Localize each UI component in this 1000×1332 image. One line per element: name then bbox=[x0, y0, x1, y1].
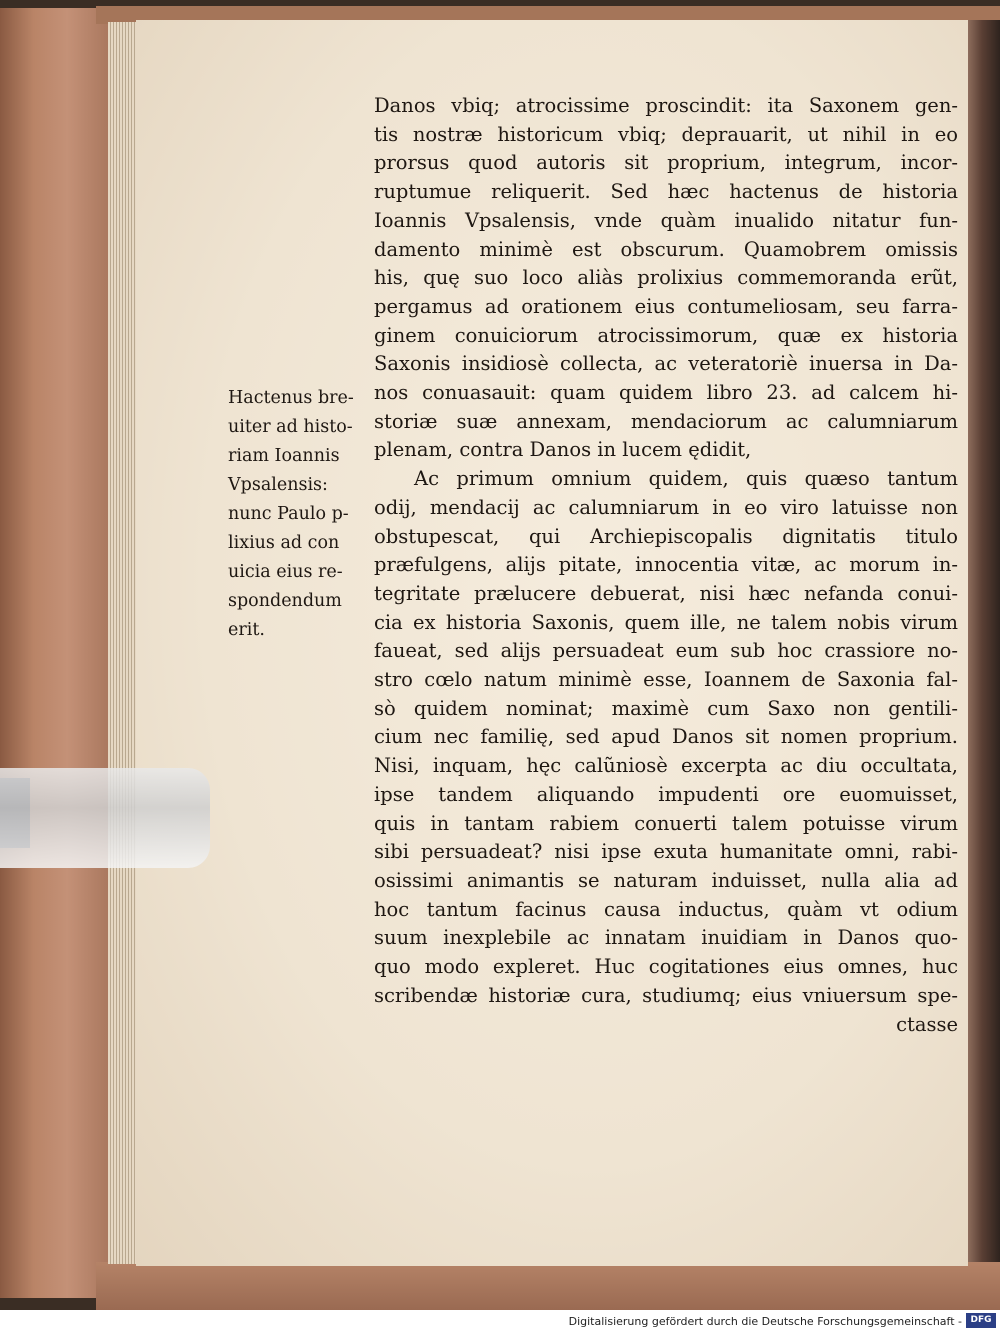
text-line: stro cœlo natum minimè esse, Ioannem de Saxonia fal- bbox=[374, 668, 958, 692]
text-line: storiæ suæ annexam, mendaciorum ac calumniarum bbox=[374, 409, 958, 433]
book-cover-left bbox=[0, 8, 112, 1298]
page-clip bbox=[0, 768, 210, 868]
text-line: odij, mendacij ac calumniarum in eo viro latuisse non bbox=[374, 495, 958, 519]
text-line: quo modo expleret. Huc cogitationes eius omnes, huc bbox=[374, 955, 958, 979]
margin-note-line: riam Ioannis bbox=[228, 446, 340, 466]
margin-note-line: Hactenus bre- bbox=[228, 388, 354, 408]
margin-note-line: spondendum bbox=[228, 591, 342, 611]
text-line: obstupescat, qui Archiepiscopalis dignitatis titulo bbox=[374, 524, 958, 548]
text-line: damento minimè est obscurum. Quamobrem omissis bbox=[374, 237, 958, 261]
main-text-block bbox=[374, 92, 958, 1039]
funding-note: Digitalisierung gefördert durch die Deutsche Forschungsgemeinschaft - bbox=[568, 1315, 962, 1328]
margin-note-line: Vpsalensis: bbox=[228, 475, 328, 495]
text-line: nos conuasauit: quam quidem libro 23. ad calcem hi- bbox=[374, 381, 958, 405]
book-cover-bottom bbox=[96, 1262, 1000, 1310]
text-line: cium nec familię, sed apud Danos sit nomen proprium. bbox=[374, 725, 958, 749]
text-line: scribendæ historiæ cura, studiumq; eius vniuersum spe- bbox=[374, 983, 958, 1007]
margin-note-line: nunc Paulo p- bbox=[228, 504, 349, 524]
text-line: ipse tandem aliquando impudenti ore euomuisset, bbox=[374, 782, 958, 806]
page-edges bbox=[108, 22, 138, 1264]
text-line: tis nostræ historicum vbiq; deprauarit, ut nihil in eo bbox=[374, 122, 958, 146]
catchword: ctasse bbox=[896, 1012, 958, 1036]
text-line: Ac primum omnium quidem, quis quæso tantum bbox=[414, 467, 958, 491]
text-line: faueat, sed alijs persuadeat eum sub hoc crassiore no- bbox=[374, 639, 958, 663]
text-line: Danos vbiq; atrocissime proscindit: ita Saxonem gen- bbox=[374, 94, 958, 117]
dfg-logo: DFG bbox=[966, 1313, 996, 1328]
book-cover-right bbox=[964, 20, 1000, 1270]
text-line: Saxonis insidiosè collecta, ac veteratoriè inuersa in Da- bbox=[374, 352, 958, 376]
footer-bar bbox=[0, 1310, 1000, 1332]
text-line: ginem conuiciorum atrocissimorum, quæ ex historia bbox=[374, 323, 958, 347]
text-line: sibi persuadeat? nisi ipse exuta humanitate omni, rabi- bbox=[374, 840, 958, 864]
text-line: suum inexplebile ac innatam inuidiam in Danos quo- bbox=[374, 926, 958, 950]
margin-note-line: uiter ad histo- bbox=[228, 417, 353, 437]
text-line: plenam, contra Danos in lucem ędidit, bbox=[374, 438, 752, 462]
margin-note bbox=[228, 384, 378, 645]
margin-note-line: erit. bbox=[228, 620, 265, 640]
text-line: sò quidem nominat; maximè cum Saxo non gentili- bbox=[374, 696, 958, 720]
text-line: ruptumue reliquerit. Sed hæc hactenus de historia bbox=[374, 180, 958, 204]
text-line: hoc tantum facinus causa inductus, quàm vt odium bbox=[374, 897, 958, 921]
text-line: quis in tantam rabiem conuerti talem potuisse virum bbox=[374, 811, 958, 835]
margin-note-line: uicia eius re- bbox=[228, 562, 343, 582]
text-line: Ioannis Vpsalensis, vnde quàm inualido nitatur fun- bbox=[374, 208, 958, 232]
text-line: his, quę suo loco aliàs prolixius commemoranda erũt, bbox=[374, 266, 958, 290]
text-line: pergamus ad orationem eius contumeliosam, seu farra- bbox=[374, 294, 958, 318]
text-line: Nisi, inquam, hęc calũniosè excerpta ac diu occultata, bbox=[374, 754, 958, 778]
text-line: præfulgens, alijs pitate, innocentia vitæ, ac morum in- bbox=[374, 553, 958, 577]
text-line: prorsus quod autoris sit proprium, integrum, incor- bbox=[374, 151, 958, 175]
text-line: cia ex historia Saxonis, quem ille, ne talem nobis virum bbox=[374, 610, 958, 634]
text-line: osissimi animantis se naturam induisset, nulla alia ad bbox=[374, 868, 958, 892]
text-line: tegritate prælucere debuerat, nisi hæc nefanda conui- bbox=[374, 581, 958, 605]
margin-note-line: lixius ad con bbox=[228, 533, 340, 553]
